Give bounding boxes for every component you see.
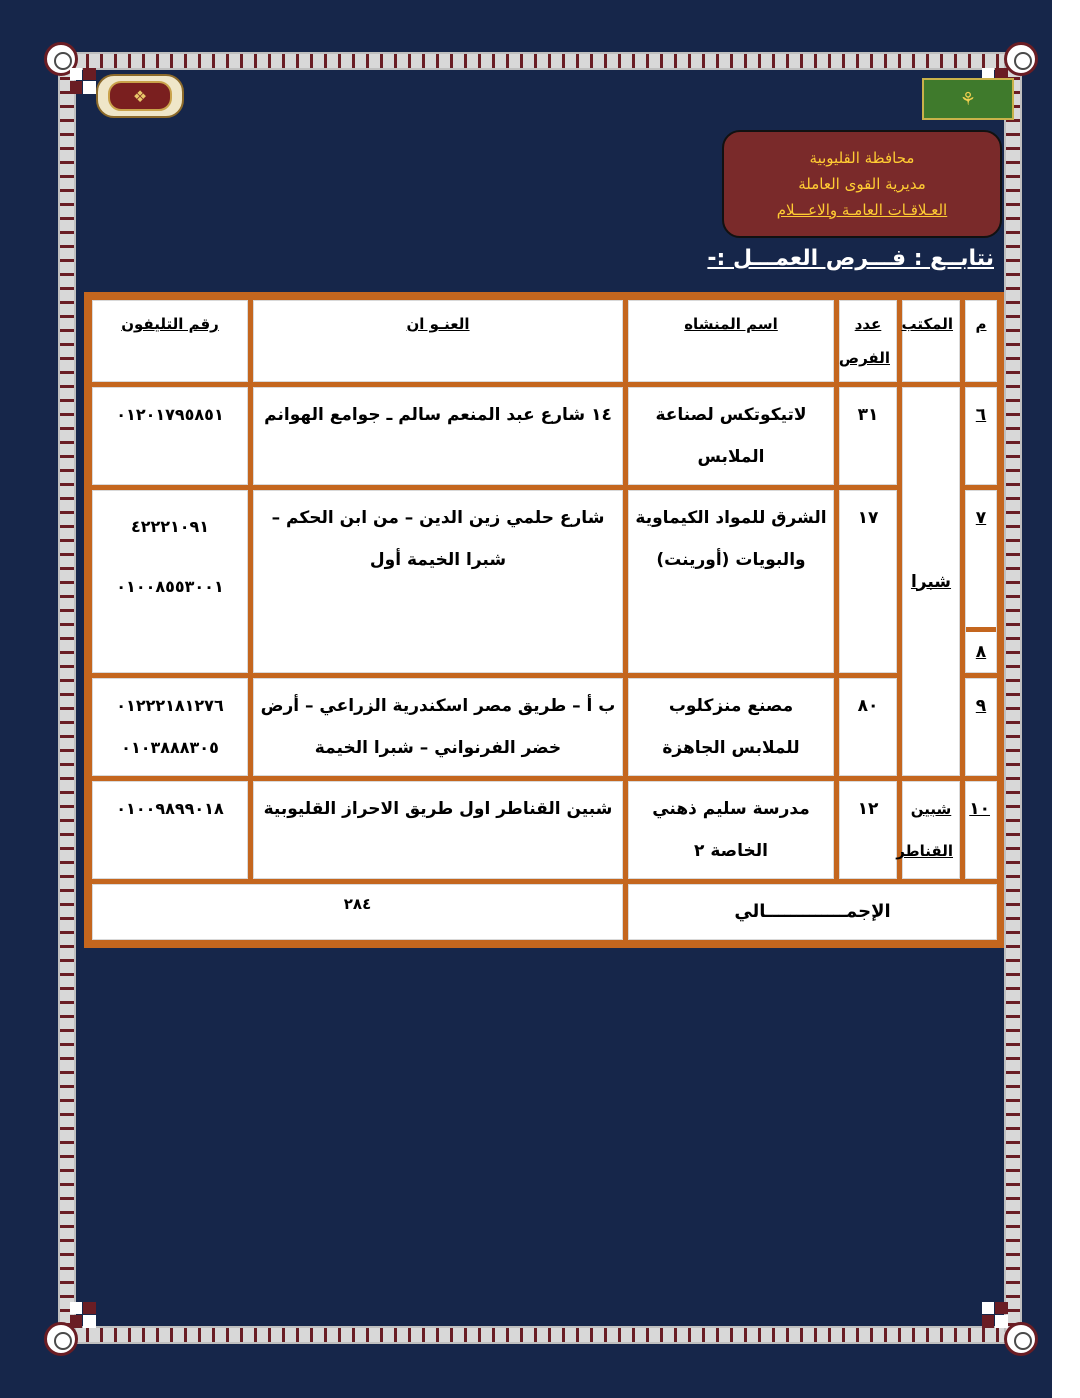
frame-right xyxy=(1004,62,1022,1332)
company-name: مصنع منزكلوب للملابس الجاهزة xyxy=(628,678,834,776)
total-label: الإجمـــــــــــــالي xyxy=(628,884,997,940)
company-name: مدرسة سليم ذهني الخاصة ٢ xyxy=(628,781,834,879)
phone-number: ٠١٠٠٨٥٥٣٠٠١ xyxy=(116,577,224,596)
directorate-header-card xyxy=(722,130,1002,238)
frame-bottom xyxy=(66,1326,1014,1344)
governorate-logo xyxy=(922,78,1014,120)
total-value: ٢٨٤ xyxy=(92,884,623,940)
company-name: لاتيكوتكس لصناعة الملابس xyxy=(628,387,834,485)
table-row xyxy=(92,781,997,879)
office-label: شبرا xyxy=(910,571,952,592)
opportunity-count: ١٧ xyxy=(839,490,897,673)
company-address: شارع حلمي زين الدين – من ابن الحكم – شبرا الخيمة أول xyxy=(253,490,623,673)
row-index xyxy=(965,490,997,673)
row-index: ١٠ xyxy=(965,781,997,879)
corner-square-bottom-left xyxy=(70,1302,96,1328)
page-margin xyxy=(1052,0,1080,1398)
header-index: م xyxy=(965,300,997,382)
phone-cell xyxy=(92,781,248,879)
header-office: المكتب xyxy=(902,300,960,382)
header-address: العنـو ان xyxy=(253,300,623,382)
job-opportunities-table xyxy=(84,292,1004,948)
office-cell-shebin: شبين القناطر xyxy=(902,781,960,879)
row-index: ٦ xyxy=(965,387,997,485)
governorate-name: محافظة القليوبية xyxy=(809,149,915,167)
company-address: شبين القناطر اول طريق الاحراز القليوبية xyxy=(253,781,623,879)
table-header-row xyxy=(92,300,997,382)
crest-icon: ⚘ xyxy=(959,88,977,110)
phone-number: ٠١٢٠١٧٩٥٨٥١ xyxy=(116,405,224,424)
department-name: العـلاقـات العامـة والاعـــلام xyxy=(776,201,948,219)
opportunity-count: ١٢ xyxy=(839,781,897,879)
eagle-icon: ❖ xyxy=(108,81,172,111)
total-row xyxy=(92,884,997,940)
phone-cell xyxy=(92,678,248,776)
phone-cell xyxy=(92,490,248,673)
egypt-emblem-logo xyxy=(96,74,184,118)
row-index: ٩ xyxy=(965,678,997,776)
office-cell-shubra xyxy=(902,387,960,776)
page-title: نتابــع : فـــرص العمـــل :- xyxy=(707,246,994,271)
frame-top xyxy=(66,52,1014,70)
header-phone: رقم التليفون xyxy=(92,300,248,382)
company-address: ب أ – طريق مصر اسكندرية الزراعي – أرض خضر الفرنواني – شبرا الخيمة xyxy=(253,678,623,776)
corner-ornament-top-right xyxy=(1004,42,1038,76)
corner-ornament-bottom-right xyxy=(1004,1322,1038,1356)
corner-square-top-left xyxy=(70,68,96,94)
header-count: عدد الفرص xyxy=(839,300,897,382)
phone-cell xyxy=(92,387,248,485)
opportunity-count: ٣١ xyxy=(839,387,897,485)
opportunity-count: ٨٠ xyxy=(839,678,897,776)
phone-number: ٠١٠٠٩٨٩٩٠١٨ xyxy=(116,799,224,818)
company-name: الشرق للمواد الكيماوية والبويات (أورينت) xyxy=(628,490,834,673)
company-address: ١٤ شارع عبد المنعم سالم ـ جوامع الهوانم xyxy=(253,387,623,485)
phone-number: ٤٢٢٢١٠٩١ xyxy=(130,517,210,536)
phone-number: ٠١٠٣٨٨٨٣٠٥ xyxy=(121,738,219,757)
header-company: اسم المنشاه xyxy=(628,300,834,382)
directorate-name: مديرية القوى العاملة xyxy=(798,175,926,193)
frame-left xyxy=(58,62,76,1332)
row-index-7: ٧ xyxy=(966,491,996,632)
table-row xyxy=(92,678,997,776)
phone-number: ٠١٢٢٢١٨١٢٧٦ xyxy=(116,696,224,715)
table-row xyxy=(92,387,997,485)
table-row xyxy=(92,490,997,673)
row-index-8: ٨ xyxy=(975,642,987,662)
corner-square-bottom-right xyxy=(982,1302,1008,1328)
